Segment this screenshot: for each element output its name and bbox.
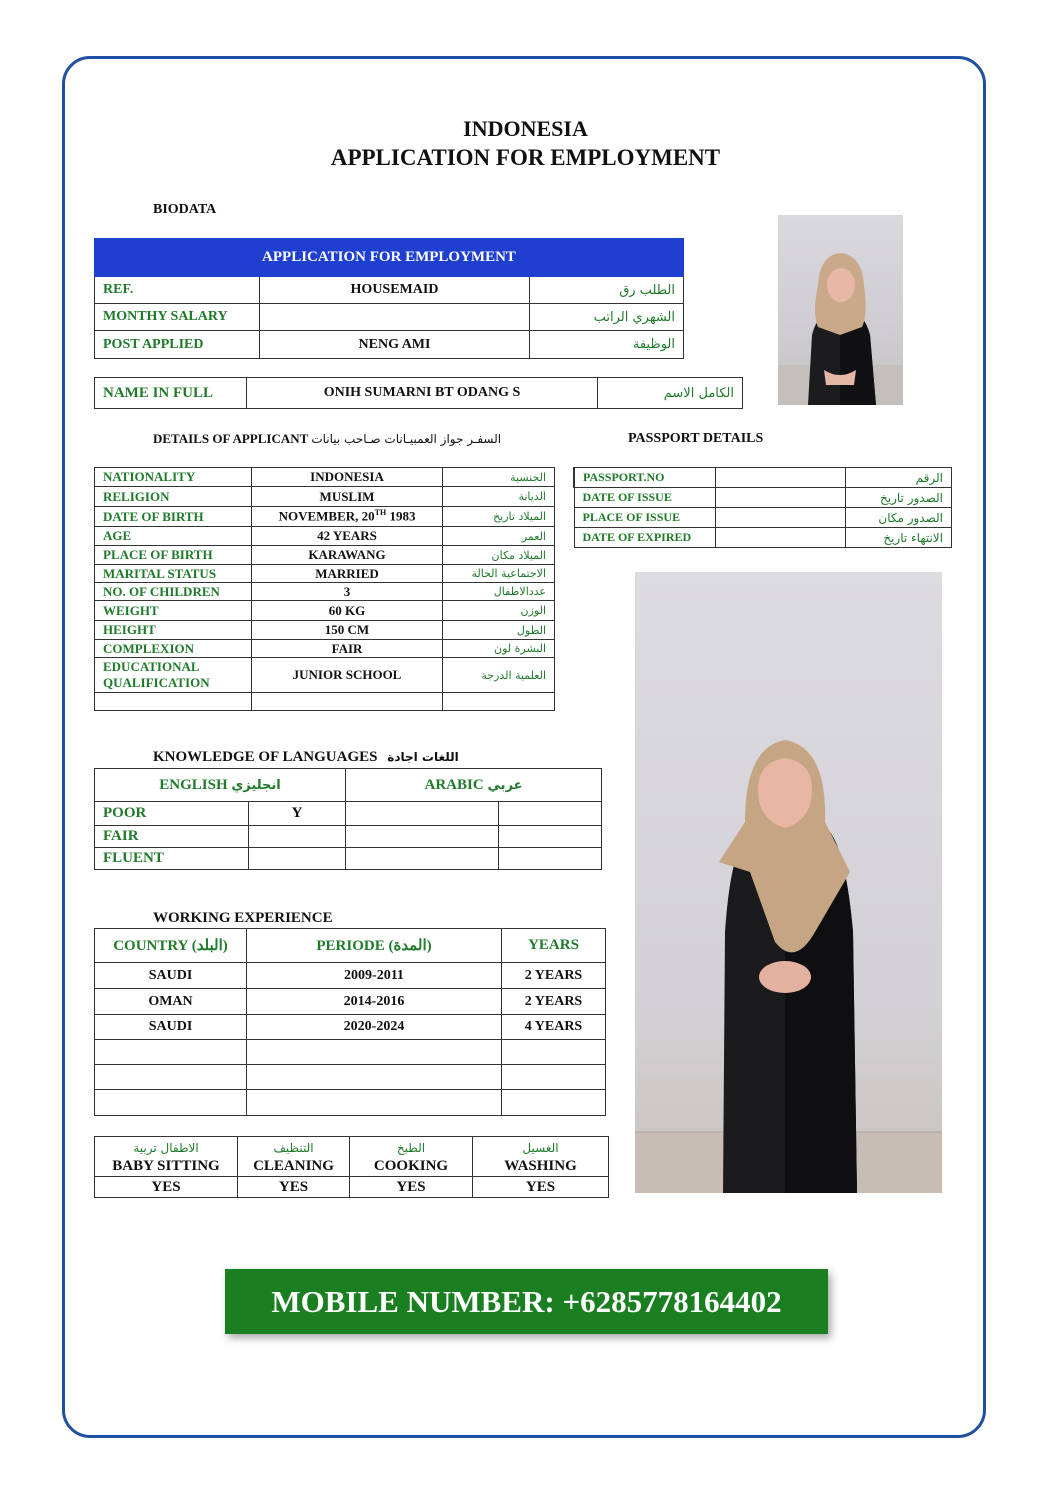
exp-period: 2009-2011 (247, 963, 502, 989)
age-arabic: العمر (443, 527, 555, 546)
english-header-text: ENGLISH (159, 776, 228, 793)
name-value: ONIH SUMARNI BT ODANG S (247, 378, 598, 409)
marital-status-value: MARRIED (252, 565, 443, 583)
skill-cleaning (238, 1137, 350, 1177)
arabic-poor-1 (346, 802, 499, 826)
level-poor: POOR (95, 802, 249, 826)
english-header (95, 769, 346, 802)
exp-years: 2 YEARS (502, 989, 606, 1015)
english-poor: Y (249, 802, 346, 826)
languages-title-arabic: اللغات اجادة (387, 750, 459, 764)
empty-cell (95, 1065, 247, 1090)
empty-cell (247, 1090, 502, 1116)
skill-washing-label: WASHING (504, 1157, 577, 1174)
details-label-arabic: السفـر جواز العمبيـانات صـاحب بيانات (311, 432, 502, 446)
exp-years: 2 YEARS (502, 963, 606, 989)
skill-cooking-label: COOKING (373, 1157, 449, 1174)
arabic-header-text: ARABIC (424, 776, 484, 793)
exp-country: SAUDI (95, 963, 247, 989)
marital-status-label: MARITAL STATUS (95, 565, 252, 583)
dob-value-sup: TH (374, 508, 387, 518)
post-arabic: الوظيفة (530, 331, 684, 359)
page-title: APPLICATION FOR EMPLOYMENT (330, 145, 721, 170)
biodata-label: BIODATA (153, 202, 217, 217)
dob-value (252, 507, 443, 527)
english-fluent (249, 848, 346, 870)
dob-value-year: 1983 (386, 508, 416, 524)
place-of-birth-value: KARAWANG (252, 546, 443, 565)
mobile-number-banner: MOBILE NUMBER: +6285778164402 (225, 1269, 828, 1334)
arabic-fair-1 (346, 826, 499, 848)
nationality-label: NATIONALITY (95, 468, 252, 487)
applicant-details-table (94, 467, 555, 711)
date-of-issue-label: DATE OF ISSUE (574, 488, 715, 508)
empty-cell (502, 1040, 606, 1065)
arabic-fair-2 (499, 826, 602, 848)
education-value: JUNIOR SCHOOL (252, 658, 443, 693)
weight-label: WEIGHT (95, 601, 252, 621)
weight-arabic: الوزن (443, 601, 555, 621)
nationality-value: INDONESIA (252, 468, 443, 487)
height-value: 150 CM (252, 621, 443, 640)
religion-label: RELIGION (95, 487, 252, 507)
marital-status-arabic: الاجتماعية الحالة (443, 565, 555, 583)
empty-cell (247, 1040, 502, 1065)
passport-no-value (715, 468, 845, 488)
children-label: NO. OF CHILDREN (95, 583, 252, 601)
name-label: NAME IN FULL (95, 378, 247, 409)
ref-arabic: الطلب رق (530, 277, 684, 304)
empty-cell (252, 693, 443, 711)
complexion-label: COMPLEXION (95, 640, 252, 658)
application-table-title: APPLICATION FOR EMPLOYMENT (95, 239, 684, 277)
languages-title-text: KNOWLEDGE OF LANGUAGES (153, 749, 378, 765)
salary-arabic: الشهري الراتب (530, 304, 684, 331)
skill-baby-sitting-arabic: الاطفال تربية (133, 1140, 199, 1155)
passport-details-label: PASSPORT DETAILS (628, 431, 764, 446)
passport-no-label: PASSPORT.NO (574, 468, 715, 488)
religion-arabic: الديانة (443, 487, 555, 507)
children-value: 3 (252, 583, 443, 601)
languages-title (153, 749, 459, 766)
place-of-birth-label: PLACE OF BIRTH (95, 546, 252, 565)
arabic-fluent-1 (346, 848, 499, 870)
age-value: 42 YEARS (252, 527, 443, 546)
empty-cell (502, 1065, 606, 1090)
exp-country: OMAN (95, 989, 247, 1015)
skill-cooking-value: YES (350, 1177, 473, 1198)
nationality-arabic: الجنسية (443, 468, 555, 487)
empty-cell (95, 1090, 247, 1116)
full-body-photo (635, 572, 942, 1193)
level-fluent: FLUENT (95, 848, 249, 870)
exp-period: 2020-2024 (247, 1015, 502, 1040)
col-period: PERIODE (المدة) (247, 929, 502, 963)
place-of-birth-arabic: الميلاد مكان (443, 546, 555, 565)
date-of-issue-value (715, 488, 845, 508)
place-of-issue-value (715, 508, 845, 528)
passport-no-arabic: الرقم (845, 468, 952, 488)
post-value: NENG AMI (260, 331, 530, 359)
dob-value-main: NOVEMBER, 20 (278, 508, 375, 524)
arabic-fluent-2 (499, 848, 602, 870)
passport-table (573, 467, 952, 548)
empty-cell (443, 693, 555, 711)
col-years: YEARS (502, 929, 606, 963)
name-arabic: الكامل الاسم (598, 378, 743, 409)
skill-washing-arabic: الغسيل (522, 1140, 559, 1155)
education-label: EDUCATIONAL QUALIFICATION (95, 658, 252, 693)
skill-baby-sitting-value: YES (95, 1177, 238, 1198)
dob-arabic: الميلاد تاريخ (443, 507, 555, 527)
details-of-applicant-label (153, 431, 501, 447)
details-label-text: DETAILS OF APPLICANT (153, 431, 309, 446)
empty-cell (95, 693, 252, 711)
weight-value: 60 KG (252, 601, 443, 621)
skill-baby-sitting-label: BABY SITTING (112, 1157, 220, 1174)
skills-table (94, 1136, 609, 1198)
date-of-issue-arabic: الصدور تاريخ (845, 488, 952, 508)
exp-country: SAUDI (95, 1015, 247, 1040)
dob-label: DATE OF BIRTH (95, 507, 252, 527)
experience-table (94, 928, 606, 1116)
portrait-photo (778, 215, 903, 405)
ref-label: REF. (95, 277, 260, 304)
empty-cell (95, 1040, 247, 1065)
english-header-arabic: انجليزي (231, 777, 281, 793)
age-label: AGE (95, 527, 252, 546)
children-arabic: عددالاطفال (443, 583, 555, 601)
place-of-issue-arabic: الصدور مكان (845, 508, 952, 528)
col-country: COUNTRY (البلد) (95, 929, 247, 963)
skill-cooking-arabic: الطبخ (396, 1140, 426, 1155)
education-arabic: العلمية الدرجة (443, 658, 555, 693)
application-table (94, 238, 684, 359)
date-of-expired-value (715, 528, 845, 548)
date-of-expired-label: DATE OF EXPIRED (574, 528, 715, 548)
skill-cleaning-label: CLEANING (253, 1157, 334, 1174)
exp-period: 2014-2016 (247, 989, 502, 1015)
exp-years: 4 YEARS (502, 1015, 606, 1040)
height-label: HEIGHT (95, 621, 252, 640)
level-fair: FAIR (95, 826, 249, 848)
skill-cleaning-value: YES (238, 1177, 350, 1198)
height-arabic: الطول (443, 621, 555, 640)
post-label: POST APPLIED (95, 331, 260, 359)
salary-label: MONTHY SALARY (95, 304, 260, 331)
languages-table (94, 768, 602, 870)
ref-value: HOUSEMAID (260, 277, 530, 304)
place-of-issue-label: PLACE OF ISSUE (574, 508, 715, 528)
date-of-expired-arabic: الانتهاء تاريخ (845, 528, 952, 548)
complexion-value: FAIR (252, 640, 443, 658)
country-title: INDONESIA (463, 116, 588, 141)
complexion-arabic: البشرة لون (443, 640, 555, 658)
skill-cooking (350, 1137, 473, 1177)
experience-title: WORKING EXPERIENCE (153, 910, 333, 926)
skill-washing-value: YES (473, 1177, 609, 1198)
religion-value: MUSLIM (252, 487, 443, 507)
empty-cell (247, 1065, 502, 1090)
skill-washing (473, 1137, 609, 1177)
arabic-header-arabic: عربي (487, 777, 523, 793)
name-table (94, 377, 743, 409)
empty-cell (502, 1090, 606, 1116)
arabic-header (346, 769, 602, 802)
salary-value (260, 304, 530, 331)
arabic-poor-2 (499, 802, 602, 826)
skill-baby-sitting (95, 1137, 238, 1177)
english-fair (249, 826, 346, 848)
skill-cleaning-arabic: التنظيف (273, 1140, 314, 1155)
